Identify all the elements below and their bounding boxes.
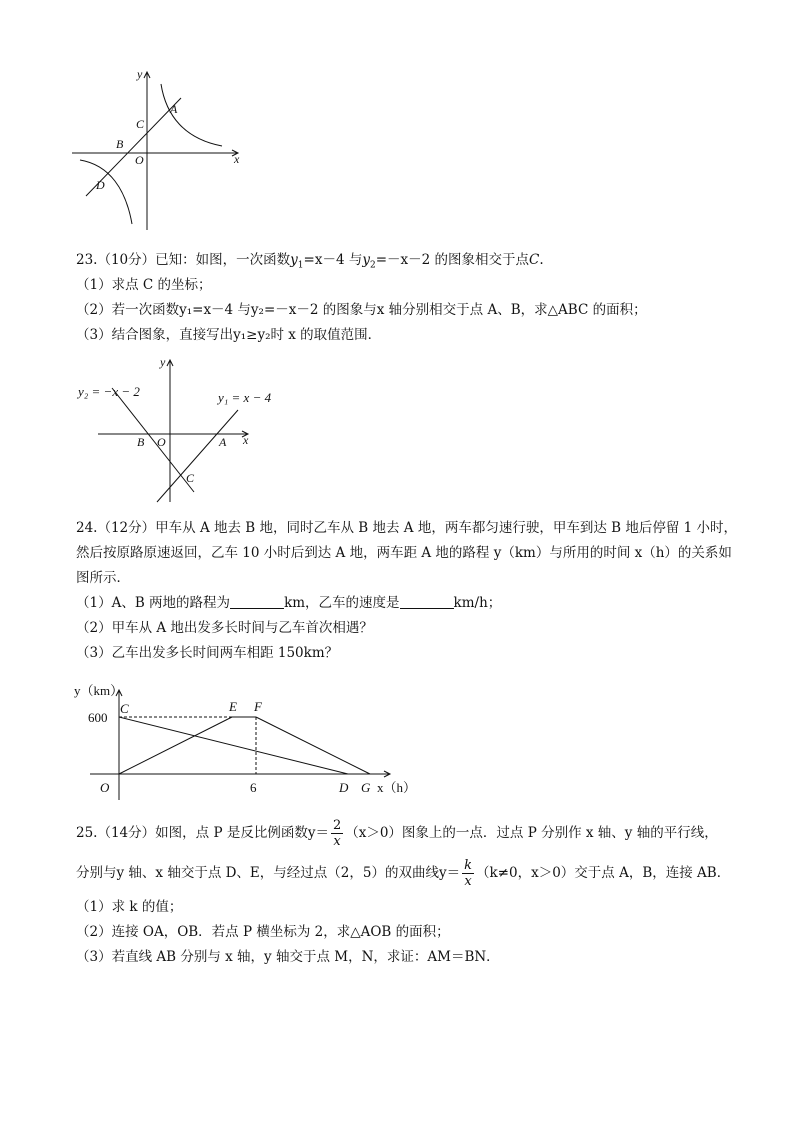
q25-part1: （1）求 k 的值；	[76, 899, 183, 915]
fig24-label-y: y（km）	[74, 683, 124, 698]
fig24-label-x: x（h）	[377, 780, 417, 795]
fig24-car-a-outbound	[119, 717, 232, 774]
fig22-label-y: y	[137, 67, 143, 81]
q24-part2: （2）甲车从 A 地出发多长时间与乙车首次相遇？	[76, 620, 373, 636]
fig23-label-O: O	[157, 435, 166, 449]
fig23-label-A: A	[219, 435, 227, 449]
q24-stem-line1: 24.（12分）甲车从 A 地去 B 地，同时乙车从 B 地去 A 地，两车都匀速行驶，甲车到达 B 地后停留 1 小时，	[76, 520, 737, 536]
fig23-label-y: y	[160, 355, 166, 369]
q24-part3: （3）乙车出发多长时间两车相距 150km？	[76, 645, 339, 661]
q25-part2: （2）连接 OA，OB．若点 P 横坐标为 2，求△AOB 的面积；	[76, 924, 450, 940]
q23-part1: （1）求点 C 的坐标；	[76, 277, 212, 293]
q24-stem-line2: 然后按原路原速返回，乙车 10 小时后到达 A 地，两车距 A 地的路程 y（km）与所用的时间 x（h）的关系如	[76, 545, 732, 561]
fig22-label-O: O	[135, 153, 144, 167]
fig23-label-y2: y₂ = −x − 2	[78, 384, 140, 399]
q23-part3: （3）结合图象，直接写出y₁≥y₂时 x 的取值范围．	[76, 327, 382, 343]
fig22-label-C: C	[136, 117, 145, 131]
fig24-label-G: G	[361, 780, 371, 795]
fig24-label-E: E	[229, 699, 237, 714]
q25-stem-line2: 分别与y 轴、x 轴交于点 D、E，与经过点（2，5）的双曲线y＝ $\frac{k}{x}$ （k≠0，x＞0）交于点 A，B，连接 AB．	[76, 858, 731, 889]
fig22-label-B: B	[116, 137, 124, 151]
q23-stem: 23.（10分）已知：如图，一次函数$y_1=x-4$ 与$y_2=-x-2$ 的图象相交于点C.	[76, 252, 544, 271]
fig24-label-O: O	[100, 780, 110, 795]
fig24-label-C: C	[120, 701, 129, 716]
q24-part1: （1）A、B 两地的路程为 km，乙车的速度是 km/h；	[76, 595, 502, 611]
fig22-label-D: D	[96, 178, 105, 192]
fig22-label-A: A	[170, 102, 178, 116]
q24-stem-line3: 图所示．	[76, 570, 130, 586]
fig23-label-x: x	[243, 433, 249, 447]
fig24-label-F: F	[254, 699, 262, 714]
fraction-2-over-x: $\frac{2}{x}$	[332, 818, 342, 849]
fig24-label-600: 600	[88, 710, 108, 725]
fig22-label-x: x	[234, 152, 240, 166]
fig23-label-B: B	[137, 435, 145, 449]
q25-stem-line1: 25.（14分）如图，点 P 是反比例函数y＝ $\frac{2}{x}$ （x＞0）图象上的一点．过点 P 分别作 x 轴、y 轴的平行线，	[76, 818, 718, 849]
fig24-label-D: D	[339, 780, 349, 795]
fig24-label-6: 6	[250, 780, 257, 795]
q25-part3: （3）若直线 AB 分别与 x 轴，y 轴交于点 M，N，求证：AM＝BN．	[76, 949, 500, 965]
fig23-label-C: C	[186, 471, 195, 485]
q23-part2: （2）若一次函数y₁=x－4 与y₂=－x－2 的图象与x 轴分别相交于点 A、B，求△ABC 的面积；	[76, 302, 647, 318]
fraction-k-over-x: $\frac{k}{x}$	[464, 858, 472, 889]
fig23-label-y1: y₁ = x − 4	[218, 390, 272, 405]
